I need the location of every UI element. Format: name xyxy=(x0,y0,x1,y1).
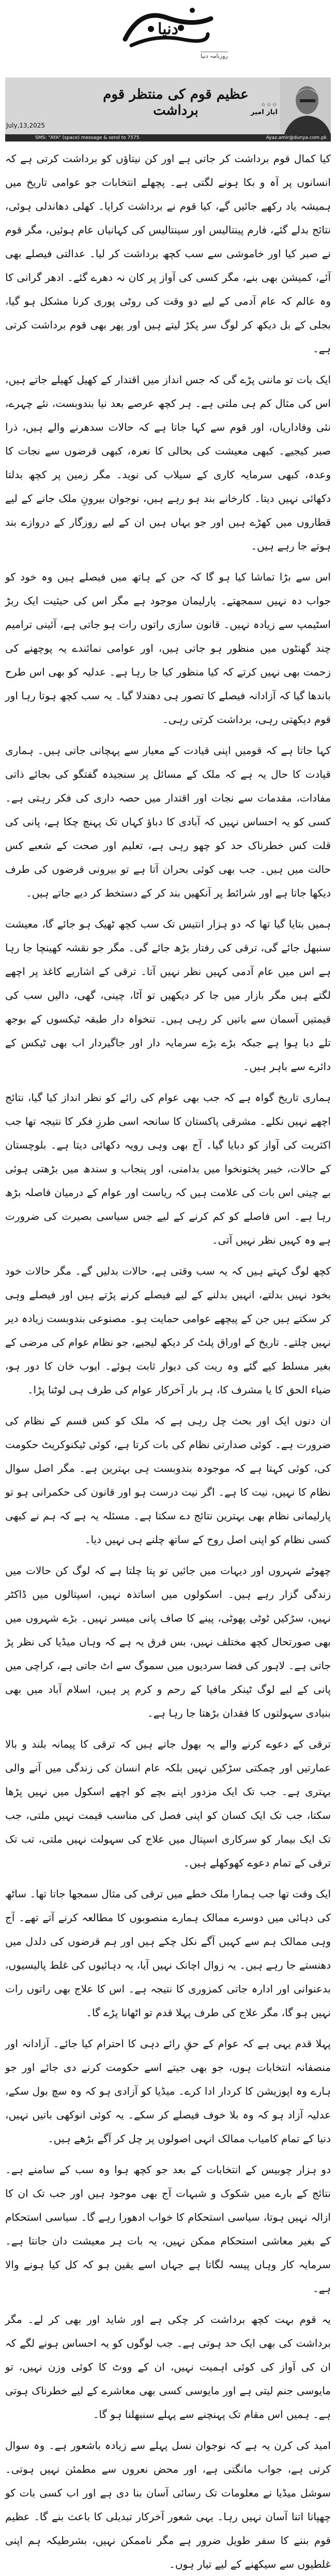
article-paragraph: ایک وقت تھا جب ہمارا ملک خطے میں ترقی کی مثال سمجھا جاتا تھا۔ ساٹھ کی دہائی میں دوسرے ممالک ہمارے منصوبوں کا مطالعہ کرنے آتے تھے۔ آج وہی ممالک ہم سے کہیں آگے نکل چکے ہیں اور ہم قرضوں کی دلدل میں دھنستے جا رہے ہیں۔ یہ زوال اچانک نہیں آیا، یہ دہائیوں کی غلط پالیسیوں، بدعنوانی اور ادارہ جاتی کمزوری کا نتیجہ ہے۔ اس کا علاج بھی راتوں رات نہیں ہو گا، مگر علاج کی طرف پہلا قدم تو اٹھانا پڑے گا۔ xyxy=(5,1888,331,2019)
article-paragraph: ترقی کے دعوے کرنے والے یہ بھول جاتے ہیں کہ ترقی کا پیمانہ بلند و بالا عمارتیں اور چمکتی سڑکیں نہیں بلکہ عام انسان کی زندگی میں آنے والی بہتری ہے۔ جب تک ایک مزدور اپنے بچے کو اچھے اسکول میں نہیں پڑھا سکتا، جب تک ایک کسان کو اپنی فصل کی مناسب قیمت نہیں ملتی، جب تک ایک بیمار کو سرکاری اسپتال میں علاج کی سہولت نہیں ملتی، تب تک ترقی کے تمام دعوے کھوکھلے ہیں۔ xyxy=(5,1738,331,1869)
article-paragraph: اس سے بڑا تماشا کیا ہو گا کہ جن کے ہاتھ میں فیصلے ہیں وہ خود کو جواب دہ نہیں سمجھتے۔ پارلیمان موجود ہے مگر اس کی حیثیت ایک ربڑ اسٹیمپ سے زیادہ نہیں۔ قانون سازی راتوں رات ہو جاتی ہے، آئینی ترامیم چند گھنٹوں میں منظور ہو جاتی ہیں، اور عوامی نمائندے یہ پوچھنے کی زحمت بھی نہیں کرتے کہ کیا منظور کیا جا رہا ہے۔ عدلیہ کو بھی اس طرح باندھا گیا کہ آزادانہ فیصلے کا تصور ہی دھندلا گیا۔ یہ سب کچھ ہوتا رہا اور قوم دیکھتی رہی، برداشت کرتی رہی۔ xyxy=(5,571,331,726)
author-portrait xyxy=(280,77,331,134)
article-paragraph: کہا جاتا ہے کہ قومیں اپنی قیادت کے معیار سے پہچانی جاتی ہیں۔ ہماری قیادت کا حال یہ ہے کہ ملک کے مسائل پر سنجیدہ گفتگو کی بجائے ذاتی مفادات، مقدمات سے نجات اور اقتدار میں حصہ داری کی فکر رہتی ہے۔ کسی کو یہ احساس نہیں کہ آبادی کا دباؤ کہاں تک پہنچ چکا ہے، پانی کی قلت کس خطرناک حد کو چھو رہی ہے، تعلیم اور صحت کے شعبے کس حالت میں ہیں۔ جب بھی کوئی بحران آتا ہے تو بیرونی قرضوں کی طرف دیکھا جاتا ہے اور شرائط پر آنکھیں بند کر کے دستخط کر دیے جاتے ہیں۔ xyxy=(5,744,331,899)
dunya-logo xyxy=(120,3,216,52)
article-paragraph: دو ہزار چوبیس کے انتخابات کے بعد جو کچھ ہوا وہ سب کے سامنے ہے۔ نتائج کے بارے میں شکوک و شبہات آج بھی موجود ہیں اور جب تک ان کا ازالہ نہیں ہوتا، سیاسی استحکام کا خواب ادھورا رہے گا۔ سیاسی استحکام کے بغیر معاشی استحکام ممکن نہیں، یہ بات ہر معیشت دان جانتا ہے۔ سرمایہ کار وہاں پیسہ لگاتا ہے جہاں اسے یقین ہو کہ کل کیا ہونے والا ہے۔ xyxy=(5,2163,331,2295)
column-banner xyxy=(5,77,331,134)
contact-strip xyxy=(5,134,331,142)
author-name: ایاز امیر xyxy=(250,108,278,116)
author-portrait-graphic xyxy=(280,77,331,134)
article-body xyxy=(5,147,331,2570)
article-paragraph: کچھ لوگ کہتے ہیں کہ یہ سب وقتی ہے، حالات بدلیں گے۔ مگر حالات خود بخود نہیں بدلتے، انہیں بدلنے کے لیے فیصلے کرنے پڑتے ہیں اور فیصلے وہی کر سکتے ہیں جن کے پیچھے عوامی حمایت ہو۔ مصنوعی بندوبست زیادہ دیر نہیں چلتے۔ تاریخ کے اوراق پلٹ کر دیکھ لیجیے، جو نظام عوام کی مرضی کے بغیر مسلط کیے گئے وہ ریت کی دیوار ثابت ہوئے۔ ایوب خان کا دور ہو، ضیاء الحق کا یا مشرف کا، ہر بار آخرکار عوام کی طرف ہی لوٹنا پڑا۔ xyxy=(5,1265,331,1396)
svg-text:دنیا: دنیا xyxy=(158,20,178,38)
publish-date: July,13,2025 xyxy=(6,122,45,129)
article-paragraph: ان دنوں ایک اور بحث چل رہی ہے کہ ملک کو کس قسم کے نظام کی ضرورت ہے۔ کوئی صدارتی نظام کی بات کرتا ہے، کوئی ٹیکنوکریٹ حکومت کی، کوئی کہتا ہے کہ موجودہ بندوبست ہی بہترین ہے۔ مگر اصل سوال نظام کا نہیں، نیت کا ہے۔ اگر نیت درست ہو اور قانون کی حکمرانی ہو تو پارلیمانی نظام بھی بہترین نتائج دے سکتا ہے۔ مسئلہ یہ ہے کہ ہم نے کبھی کسی نظام کو اپنی اصل روح کے ساتھ چلنے ہی نہیں دیا۔ xyxy=(5,1415,331,1546)
article-paragraph: کیا کمال قوم برداشت کر جاتی ہے اور کن نیتاؤں کو برداشت کرتی ہے کہ انسانوں پر آہ و بکا ہونے لگتی ہے۔ پچھلے انتخابات جو عوامی تاریخ میں ہمیشہ یاد رکھے جائیں گے، کیا قوم نے برداشت کرایا۔ کھلی دھاندلی ہوئی، نتائج بدلے گئے، فارم پینتالیس اور سینتالیس کی کہانیاں عام ہوئیں، مگر قوم نے صبر کیا اور خاموشی سے سب کچھ برداشت کر لیا۔ عدالتی فیصلے بھی آئے، کمیشن بھی بنے، مگر کسی کی آواز پر کان نہ دھرے گئے۔ ادھر گرانی کا وہ عالم کہ عام آدمی کے لیے دو وقت کی روٹی پوری کرنا مشکل ہو گیا، بجلی کے بل دیکھ کر لوگ سر پکڑ لیتے ہیں اور پھر بھی قوم برداشت کرتی ہے۔ xyxy=(5,152,331,355)
column-title: عظیم قوم کی منتظر قوم برداشت xyxy=(103,87,249,119)
logo-graphic xyxy=(120,3,216,52)
masthead xyxy=(0,0,336,140)
paper-tag: روزنامہ دنیا xyxy=(201,53,228,59)
article-paragraph: پہلا قدم یہی ہے کہ عوام کے حقِ رائے دہی کا احترام کیا جائے۔ آزادانہ اور منصفانہ انتخابات ہوں، جو بھی جیتے اسے حکومت کرنے دی جائے اور جو ہارے وہ اپوزیشن کا کردار ادا کرے۔ میڈیا کو آزادی ہو کہ وہ سچ بول سکے، عدلیہ آزاد ہو کہ وہ بلا خوف فیصلے کر سکے۔ یہ کوئی انوکھی باتیں نہیں، دنیا کے تمام کامیاب ممالک انہی اصولوں پر چل کر آگے بڑھے ہیں۔ xyxy=(5,2037,331,2145)
article-paragraph: ہماری تاریخ گواہ ہے کہ جب بھی عوام کی رائے کو نظر انداز کیا گیا، نتائج اچھے نہیں نکلے۔ مشرقی پاکستان کا سانحہ اسی طرزِ فکر کا نتیجہ تھا جب اکثریت کی آواز کو دبایا گیا۔ آج بھی وہی رویہ دکھائی دیتا ہے۔ بلوچستان کے حالات، خیبر پختونخوا میں بدامنی، اور پنجاب و سندھ میں بڑھتی ہوئی بے چینی اس بات کی علامت ہیں کہ ریاست اور عوام کے درمیان فاصلہ بڑھ رہا ہے۔ اس فاصلے کو کم کرنے کے لیے جس سیاسی بصیرت کی ضرورت ہے وہ کہیں نظر نہیں آتی۔ xyxy=(5,1091,331,1246)
article-paragraph: چھوٹے شہروں اور دیہات میں جائیں تو پتا چلتا ہے کہ لوگ کن حالات میں زندگی گزار رہے ہیں۔ اسکولوں میں اساتذہ نہیں، اسپتالوں میں ڈاکٹر نہیں، سڑکیں ٹوٹی پھوٹی، پینے کا صاف پانی میسر نہیں۔ بڑے شہروں میں بھی صورتحال کچھ مختلف نہیں، بس فرق یہ ہے کہ وہاں میڈیا کی نظر پڑ جاتی ہے۔ لاہور کی فضا سردیوں میں سموگ سے اٹ جاتی ہے، کراچی میں پانی کے لیے لوگ ٹینکر مافیا کے رحم و کرم پر ہیں، اسلام آباد میں بھی بنیادی سہولتوں کا فقدان بڑھتا جا رہا ہے۔ xyxy=(5,1564,331,1719)
rating-stars: ☆☆☆ xyxy=(261,101,278,108)
article-paragraph: یہ قوم بہت کچھ برداشت کر چکی ہے اور شاید اور بھی کر لے۔ مگر برداشت کی بھی ایک حد ہوتی ہے۔ جب لوگوں کو یہ احساس ہونے لگے کہ ان کی آواز کی کوئی اہمیت نہیں، ان کے ووٹ کا کوئی وزن نہیں، تو مایوسی جنم لیتی ہے اور مایوسی کسی بھی معاشرے کے لیے خطرناک ہوتی ہے۔ ہمیں اس مقام تک پہنچنے سے پہلے سنبھلنا ہو گا۔ xyxy=(5,2313,331,2421)
sms-info: SMS: "AYA" (space) message & send to 7575 xyxy=(35,135,140,140)
author-email[interactable]: Ayaz.amir@dunya.com.pk xyxy=(266,135,327,140)
article-paragraph: امید کی کرن یہ ہے کہ نوجوان نسل پہلے سے زیادہ باشعور ہے۔ وہ سوال کرتی ہے، جواب مانگتی ہے، اور محض نعروں سے مطمئن نہیں ہوتی۔ سوشل میڈیا نے معلومات تک رسائی آسان بنا دی ہے اور اب کسی بات کو چھپانا اتنا آسان نہیں رہا۔ یہی شعور آخرکار تبدیلی کا باعث بنے گا۔ عظیم قوم بننے کا سفر طویل ضرور ہے مگر ناممکن نہیں، بشرطیکہ ہم اپنی غلطیوں سے سیکھنے کے لیے تیار ہوں۔ xyxy=(5,2439,331,2570)
article-paragraph: ایک بات تو ماننی پڑے گی کہ جس انداز میں اقتدار کے کھیل کھیلے جاتے ہیں، اس کی مثال کم ہی ملتی ہے۔ ہر کچھ عرصے بعد نیا بندوبست، نئے چہرے، نئی وفاداریاں، اور قوم سے کہا جاتا ہے کہ حالات سدھرنے والے ہیں، ذرا صبر کیجیے۔ کبھی معیشت کی بحالی کا نعرہ، کبھی قرضوں سے نجات کا وعدہ، کبھی سرمایہ کاری کے سیلاب کی نوید۔ مگر زمین پر کچھ بدلتا دکھائی نہیں دیتا۔ کارخانے بند ہو رہے ہیں، نوجوان بیرونِ ملک جانے کے لیے قطاروں میں کھڑے ہیں اور جو یہاں ہیں ان کے لیے روزگار کے دروازے بند ہوتے جا رہے ہیں۔ xyxy=(5,373,331,552)
article-paragraph: ہمیں بتایا گیا تھا کہ دو ہزار انتیس تک سب کچھ ٹھیک ہو جائے گا، معیشت سنبھل جائے گی، ترقی کی رفتار بڑھ جائے گی۔ مگر جو نقشہ کھینچا جا رہا ہے اس میں عام آدمی کہیں نظر نہیں آتا۔ ترقی کے اشاریے کاغذ پر اچھے لگتے ہیں مگر بازار میں جا کر دیکھیں تو آٹا، چینی، گھی، دالیں سب کی قیمتیں آسمان سے باتیں کر رہی ہیں۔ تنخواہ دار طبقہ ٹیکسوں کے بوجھ تلے دبا ہوا ہے جبکہ بڑے بڑے سرمایہ دار اور جاگیردار اب بھی ٹیکس کے دائرے سے باہر ہیں۔ xyxy=(5,918,331,1073)
